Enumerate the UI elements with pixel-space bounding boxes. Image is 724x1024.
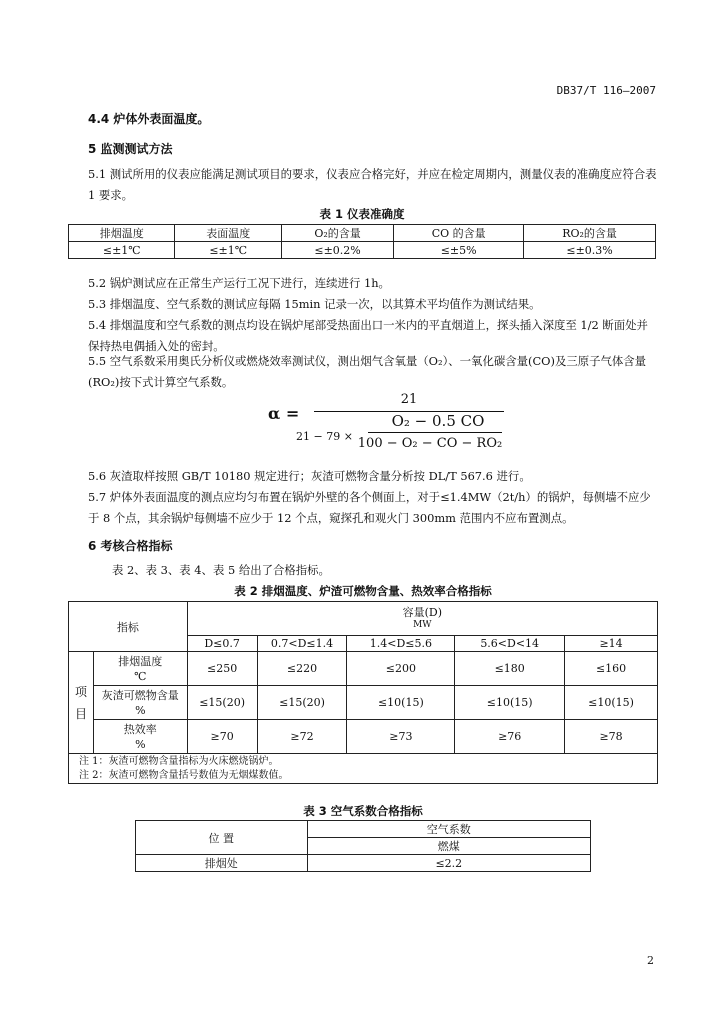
table2-group-label (69, 652, 94, 754)
table2-row-label (93, 652, 187, 686)
formula-inner-numerator: O₂ − 0.5 CO (391, 412, 485, 430)
paragraph-5-2: 5.2 锅炉测试应在正常生产运行工况下进行，连续进行 1h。 (88, 276, 390, 290)
table2-row-unit: ℃ (134, 669, 147, 683)
paragraph-5-3: 5.3 排烟温度、空气系数的测试应每隔 15min 记录一次，以其算术平均值作为测试结果。 (88, 297, 541, 311)
table1-header: CO 的含量 (394, 225, 524, 242)
table1-caption: 表 1 仪表准确度 (319, 207, 405, 221)
table2-caption: 表 2 排烟温度、炉渣可燃物含量、热效率合格指标 (234, 584, 492, 598)
table2-cell: ≤180 (455, 652, 565, 686)
table2-indicators (68, 601, 658, 784)
standard-code: DB37/T 116—2007 (556, 84, 656, 97)
table3-air-coefficient (135, 820, 591, 872)
table2-note: 注 1：灰渣可燃物含量指标为火床燃烧锅炉。 (79, 755, 279, 767)
table2-range: 1.4<D≤5.6 (347, 636, 455, 652)
page-number: 2 (647, 954, 654, 967)
table2-cell: ≤10(15) (455, 686, 565, 720)
table2-corner: 指标 (69, 602, 188, 652)
table1-value: ≤±5% (394, 242, 524, 259)
table2-cell: ≤160 (565, 652, 658, 686)
table2-cell: ≤10(15) (565, 686, 658, 720)
table2-cell: ≥70 (187, 720, 257, 754)
table1-accuracy (68, 224, 656, 259)
table2-cell: ≥72 (257, 720, 347, 754)
paragraph-5-6: 5.6 灰渣取样按照 GB/T 10180 规定进行；灰渣可燃物含量分析按 DL/T 567.6 进行。 (88, 469, 531, 483)
paragraph-5-7: 5.7 炉体外表面温度的测点应均匀布置在锅炉外壁的各个侧面上，对于≤1.4MW（2t/h）的锅炉，每侧墙不应少于 8 个点，其余锅炉每侧墙不应少于 12 个点，窥探孔和观火门 300mm 范围内不应布置测点。 (88, 490, 651, 525)
table2-capacity-unit: MW (413, 619, 432, 630)
paragraph-6: 表 2、表 3、表 4、表 5 给出了合格指标。 (112, 563, 330, 577)
table1-value: ≤±1℃ (175, 242, 281, 259)
air-coefficient-formula (268, 392, 508, 468)
table2-cell: ≤220 (257, 652, 347, 686)
table2-row-unit: % (135, 703, 146, 717)
table2-range: D≤0.7 (187, 636, 257, 652)
table3-sub-label: 燃煤 (307, 838, 590, 855)
table1-value: ≤±0.3% (524, 242, 656, 259)
formula-lhs: α = (268, 404, 300, 423)
section-5-heading: 5 监测测试方法 (88, 142, 173, 156)
table1-header: O₂的含量 (281, 225, 393, 242)
table2-row-unit: % (135, 737, 146, 751)
paragraph-5-4: 5.4 排烟温度和空气系数的测点均设在锅炉尾部受热面出口一米内的平直烟道上，探头插入深度至 1/2 断面处并保持热电偶插入处的密封。 (88, 318, 648, 353)
table2-row-name: 灰渣可燃物含量 (101, 688, 179, 702)
table3-col-label: 空气系数 (307, 821, 590, 838)
table2-row-name: 排烟温度 (118, 654, 163, 668)
table1-value: ≤±1℃ (69, 242, 175, 259)
table2-group-label-text: 项目 (74, 684, 87, 721)
table3-row-label: 排烟处 (136, 855, 308, 872)
table1-header: 表面温度 (175, 225, 281, 242)
table2-row-label (93, 686, 187, 720)
table3-caption: 表 3 空气系数合格指标 (303, 804, 423, 818)
table2-capacity-header (187, 602, 657, 636)
table2-range: 5.6<D<14 (455, 636, 565, 652)
table2-cell: ≤15(20) (187, 686, 257, 720)
table2-capacity-label: 容量(D) (402, 605, 443, 619)
table2-note: 注 2：灰渣可燃物含量括号数值为无烟煤数值。 (79, 769, 289, 781)
section-6-heading: 6 考核合格指标 (88, 539, 173, 553)
table3-row-value: ≤2.2 (307, 855, 590, 872)
table1-value: ≤±0.2% (281, 242, 393, 259)
table2-cell: ≥76 (455, 720, 565, 754)
section-4-4: 4.4 炉体外表面温度。 (88, 112, 210, 126)
table1-header: RO₂的含量 (524, 225, 656, 242)
formula-inner-denominator: 100 − O₂ − CO − RO₂ (357, 436, 503, 451)
table2-row-label (93, 720, 187, 754)
table3-position-label: 位 置 (136, 821, 308, 855)
table2-range: ≥14 (565, 636, 658, 652)
formula-den-prefix: 21 − 79 × (296, 430, 353, 443)
formula-numerator: 21 (400, 392, 418, 407)
paragraph-5-5: 5.5 空气系数采用奥氏分析仪或燃烧效率测试仪，测出烟气含氧量（O₂）、一氧化碳含量(CO)及三原子气体含量(RO₂)按下式计算空气系数。 (88, 354, 647, 389)
table2-range: 0.7<D≤1.4 (257, 636, 347, 652)
table2-cell: ≤10(15) (347, 686, 455, 720)
formula-inner-bar (368, 432, 502, 433)
table2-cell: ≤250 (187, 652, 257, 686)
table2-row-name: 热效率 (123, 722, 157, 736)
table2-cell: ≥73 (347, 720, 455, 754)
paragraph-5-1: 5.1 测试所用的仪表应能满足测试项目的要求，仪表应合格完好，并应在检定周期内，测量仪表的准确度应符合表 1 要求。 (88, 167, 657, 202)
table1-header: 排烟温度 (69, 225, 175, 242)
table2-cell: ≥78 (565, 720, 658, 754)
table2-cell: ≤200 (347, 652, 455, 686)
table2-cell: ≤15(20) (257, 686, 347, 720)
table2-notes (69, 754, 658, 784)
